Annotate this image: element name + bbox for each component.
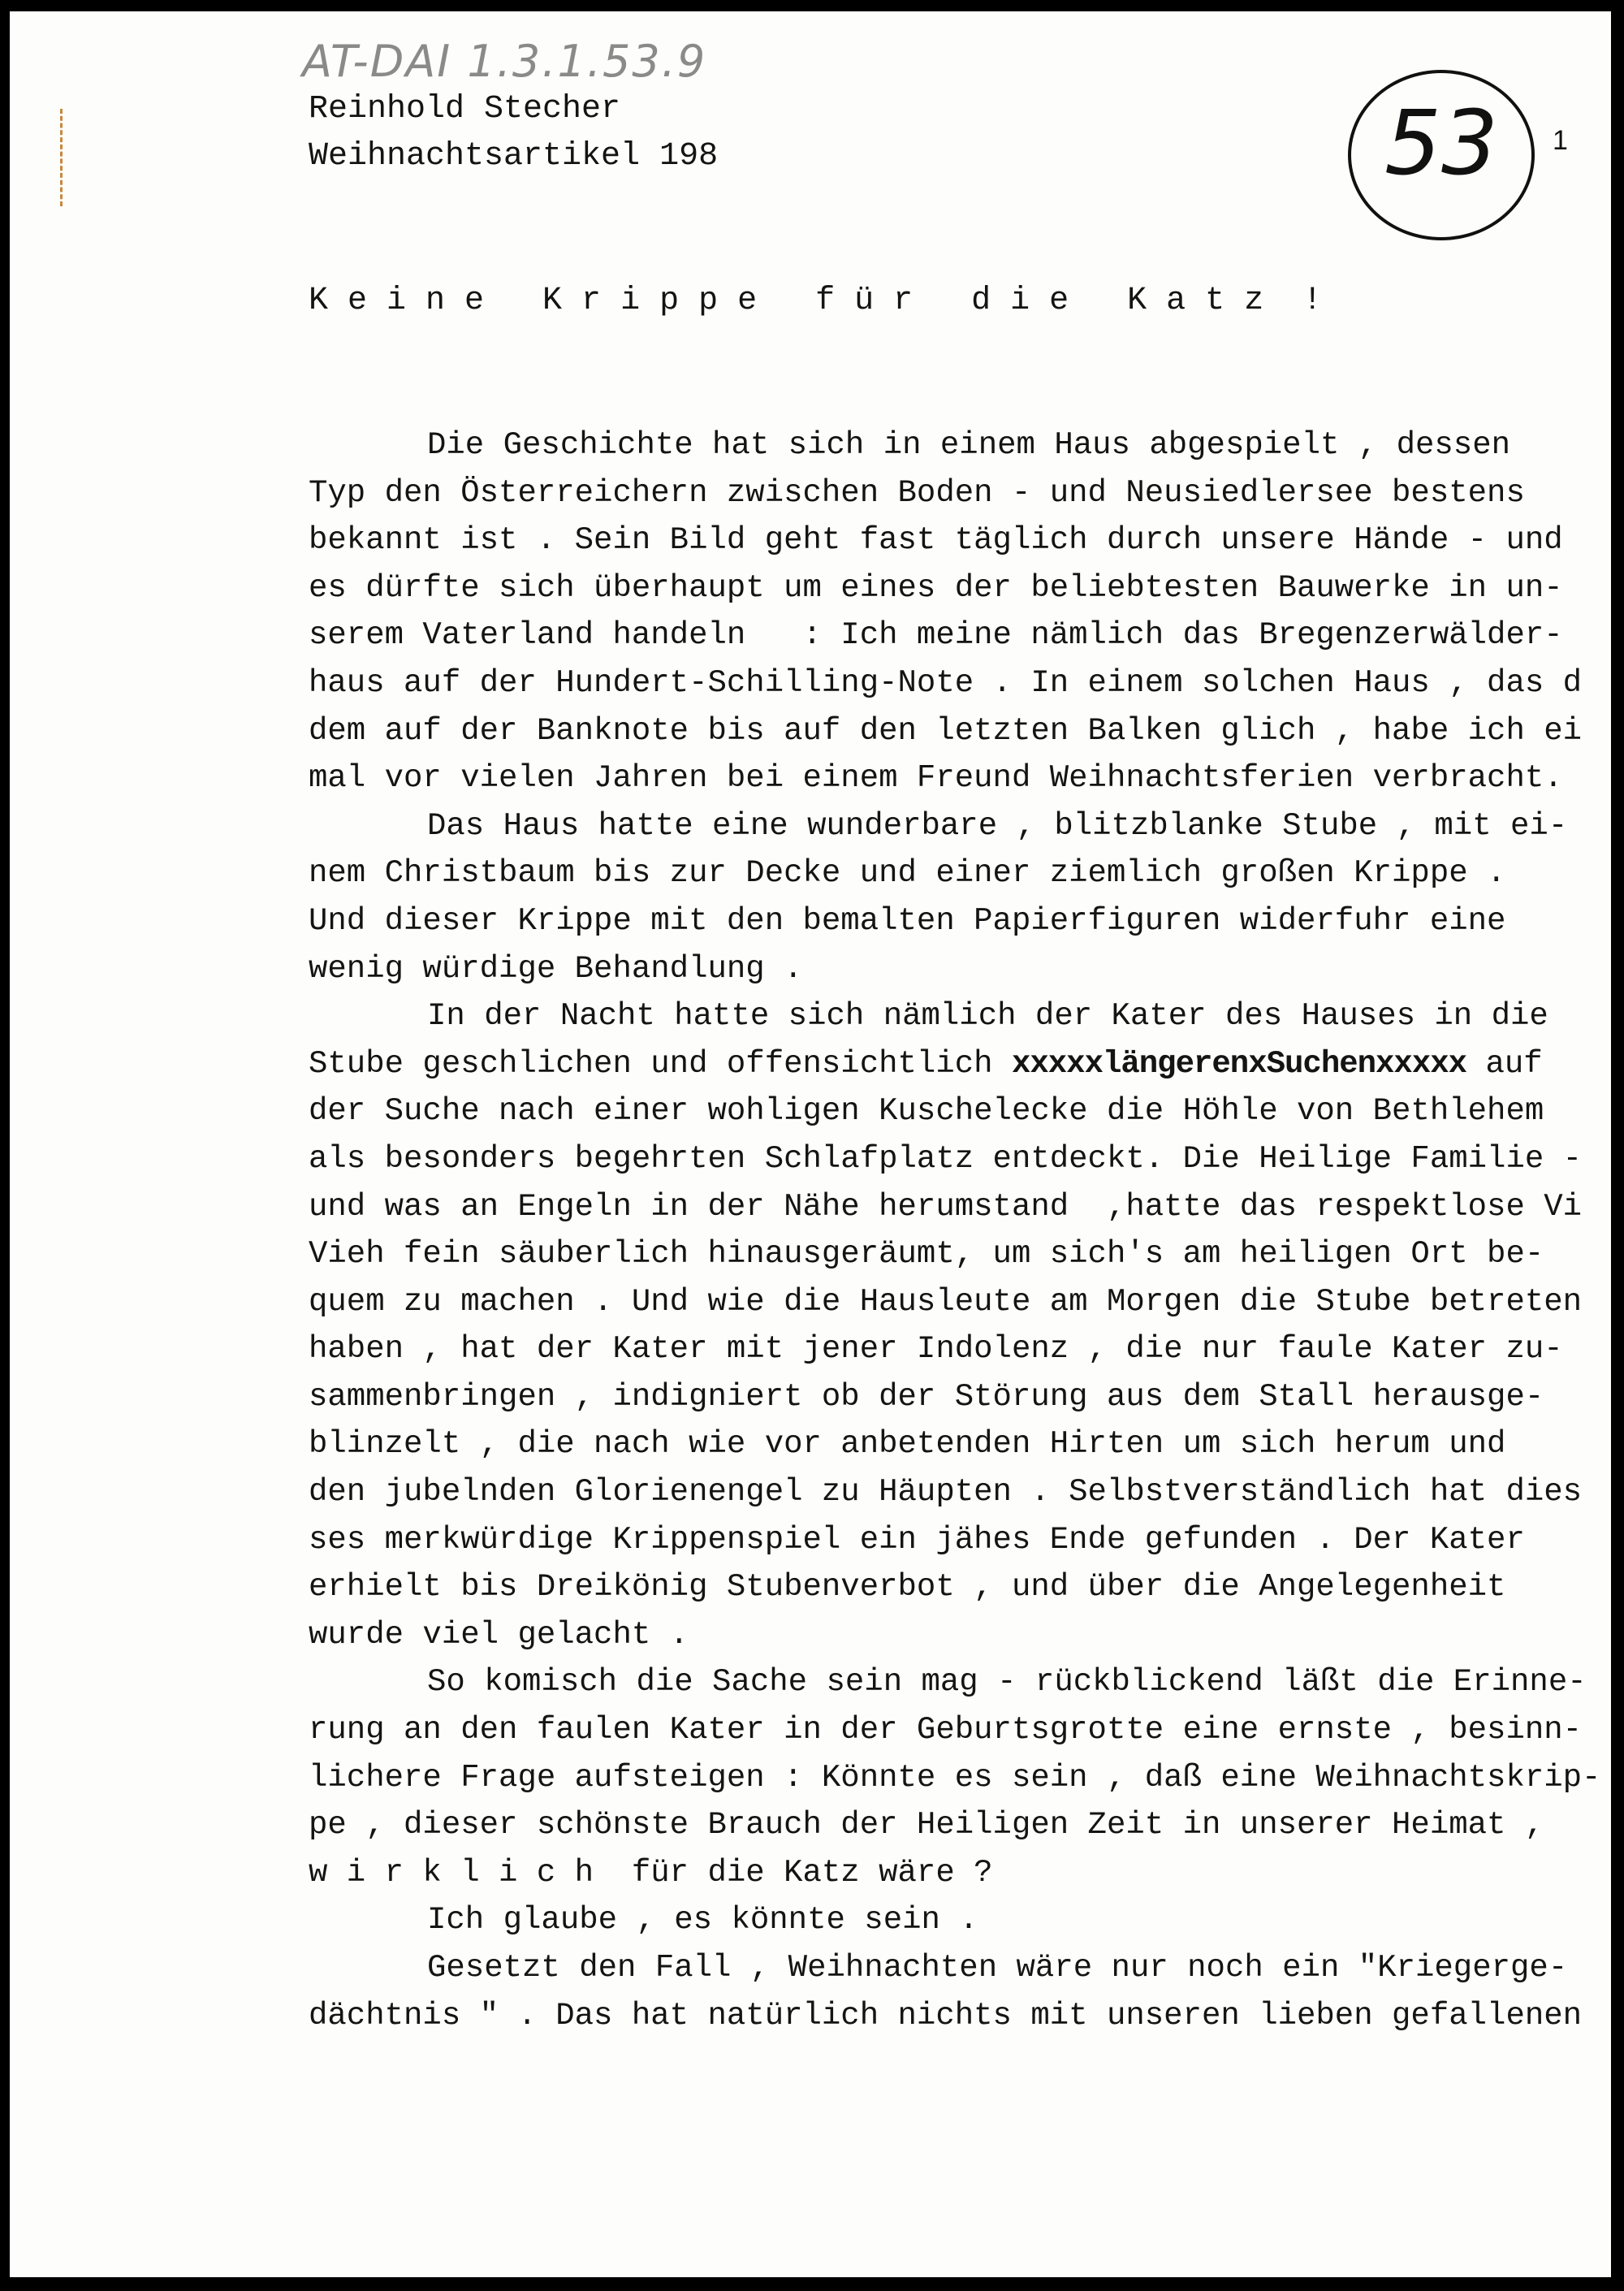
- struck-out-text: xxxxxlängerenxSuchenxxxxx: [1011, 1045, 1467, 1082]
- body-line-text: dächtnis " . Das hat natürlich nichts mit unseren lieben gefallenen: [309, 1997, 1583, 2034]
- body-line-text: w i r k l i c h für die Katz wäre ?: [309, 1854, 993, 1891]
- body-line: [309, 1611, 1608, 1659]
- body-line-text: sammenbringen , indigniert ob der Störung aus dem Stall herausge-: [309, 1378, 1544, 1415]
- body-line: [309, 612, 1608, 659]
- body-line-text-after: auf: [1466, 1045, 1543, 1082]
- body-line: [309, 707, 1608, 755]
- folio-number: 53: [1384, 91, 1498, 195]
- body-line: [309, 1135, 1608, 1183]
- body-line-text: Typ den Österreichern zwischen Boden - und Neusiedlersee bestens: [309, 474, 1525, 511]
- body-line-text: es dürfte sich überhaupt um eines der beliebtesten Bauwerke in un-: [309, 569, 1563, 606]
- body-line-text: Die Geschichte hat sich in einem Haus abgespielt , dessen: [427, 427, 1511, 463]
- body-line-text: So komisch die Sache sein mag - rückblickend läßt die Erinne-: [427, 1664, 1587, 1701]
- body-line: [309, 1563, 1608, 1611]
- body-line: [309, 1944, 1608, 1992]
- typed-sheet: [10, 11, 1611, 2277]
- body-line: [309, 1849, 1608, 1897]
- body-line: [309, 1087, 1608, 1135]
- body-line: [309, 992, 1608, 1040]
- page-number: 1: [1553, 125, 1568, 156]
- article-body: [309, 421, 1608, 2039]
- body-line: [309, 897, 1608, 945]
- body-line: [309, 659, 1608, 707]
- body-line: [309, 1706, 1608, 1754]
- body-line-text: Vieh fein säuberlich hinausgeräumt, um sich's am heiligen Ort be-: [309, 1236, 1544, 1273]
- body-line-text: Das Haus hatte eine wunderbare , blitzblanke Stube , mit ei-: [427, 807, 1568, 844]
- body-line: [309, 802, 1608, 850]
- body-line-text: dem auf der Banknote bis auf den letzten Balken glich , habe ich ei: [309, 712, 1583, 749]
- body-line-text: Gesetzt den Fall , Weihnachten wäre nur noch ein "Kriegerge-: [427, 1950, 1568, 1986]
- body-line: [309, 1230, 1608, 1278]
- body-line-text: haben , hat der Kater mit jener Indolenz , die nur faule Kater zu-: [309, 1331, 1563, 1368]
- margin-mark: [60, 109, 67, 206]
- body-line: [309, 1754, 1608, 1802]
- body-line-text: bekannt ist . Sein Bild geht fast täglich durch unsere Hände - und: [309, 522, 1563, 559]
- body-line: [309, 1992, 1608, 2040]
- body-line-text: wurde viel gelacht .: [309, 1616, 689, 1653]
- body-line: [309, 1183, 1608, 1231]
- body-line-text: pe , dieser schönste Brauch der Heiligen Zeit in unserer Heimat ,: [309, 1807, 1544, 1844]
- body-line-text: der Suche nach einer wohligen Kuschelecke die Höhle von Bethlehem: [309, 1093, 1544, 1130]
- body-line-text: haus auf der Hundert-Schilling-Note . In einem solchen Haus , das d: [309, 664, 1583, 701]
- body-line: [309, 1040, 1608, 1088]
- body-line-text: Stube geschlichen und offensichtlich: [309, 1045, 1012, 1082]
- body-line: [309, 1278, 1608, 1326]
- body-line-text: ses merkwürdige Krippenspiel ein jähes Ende gefunden . Der Kater: [309, 1521, 1525, 1558]
- body-line: [309, 1325, 1608, 1373]
- body-line: [309, 1468, 1608, 1516]
- body-line: [309, 517, 1608, 564]
- body-line: [309, 1801, 1608, 1849]
- archive-signature: AT-DAI 1.3.1.53.9: [302, 36, 707, 87]
- body-line: [309, 469, 1608, 517]
- body-line: [309, 945, 1608, 993]
- body-line-text: quem zu machen . Und wie die Hausleute am Morgen die Stube betreten: [309, 1283, 1583, 1320]
- body-line: [309, 564, 1608, 612]
- document-title: Weihnachtsartikel 198: [309, 138, 719, 175]
- body-line: [309, 1896, 1608, 1944]
- body-line-text: blinzelt , die nach wie vor anbetenden Hirten um sich herum und: [309, 1426, 1506, 1463]
- body-line-text: mal vor vielen Jahren bei einem Freund Weihnachtsferien verbracht.: [309, 760, 1563, 797]
- body-line-text: rung an den faulen Kater in der Geburtsgrotte eine ernste , besinn-: [309, 1712, 1583, 1749]
- body-line-text: wenig würdige Behandlung .: [309, 950, 803, 987]
- body-line-text: erhielt bis Dreikönig Stubenverbot , und über die Angelegenheit: [309, 1569, 1506, 1606]
- author-name: Reinhold Stecher: [309, 91, 621, 128]
- body-line-text: In der Nacht hatte sich nämlich der Kater des Hauses in die: [427, 998, 1548, 1035]
- folio-stamp: [1348, 70, 1535, 240]
- body-line: [309, 1420, 1608, 1468]
- body-line: [309, 754, 1608, 802]
- article-heading: K e i n e K r i p p e f ü r d i e K a t z !: [309, 283, 1323, 319]
- body-line-text: den jubelnden Glorienengel zu Häupten . Selbstverständlich hat dies: [309, 1474, 1583, 1511]
- body-line-text: lichere Frage aufsteigen : Könnte es sein , daß eine Weihnachtskrip-: [309, 1759, 1601, 1796]
- body-line: [309, 1658, 1608, 1706]
- body-line: [309, 1373, 1608, 1421]
- body-line: [309, 1516, 1608, 1564]
- body-line: [309, 849, 1608, 897]
- body-line-text: serem Vaterland handeln : Ich meine nämlich das Bregenzerwälder-: [309, 617, 1563, 654]
- body-line-text: Ich glaube , es könnte sein .: [427, 1902, 978, 1939]
- body-line-text: als besonders begehrten Schlafplatz entdeckt. Die Heilige Familie -: [309, 1140, 1583, 1177]
- body-line: [309, 421, 1608, 469]
- body-line-text: nem Christbaum bis zur Decke und einer ziemlich großen Krippe .: [309, 855, 1506, 892]
- body-line-text: Und dieser Krippe mit den bemalten Papierfiguren widerfuhr eine: [309, 902, 1506, 939]
- body-line-text: und was an Engeln in der Nähe herumstand ,hatte das respektlose Vi: [309, 1188, 1583, 1225]
